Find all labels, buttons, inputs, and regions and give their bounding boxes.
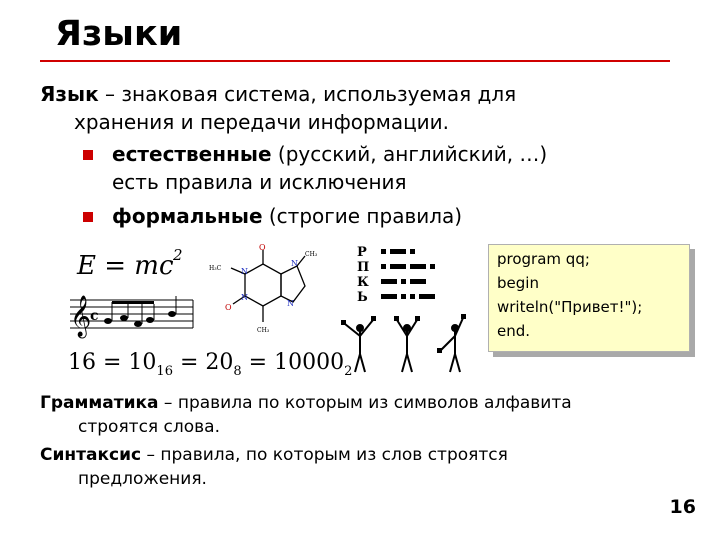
bullet-square-icon [83,212,93,222]
definition-text: – знаковая система, используемая для [98,82,517,106]
bullet-square-icon [83,150,93,160]
code-line: program qq; [497,250,590,268]
svg-text:c: c [90,308,99,324]
svg-text:CH₃: CH₃ [305,251,318,258]
bullet-formal-text: (строгие правила) [262,204,463,228]
morse-letter: П [357,260,370,275]
grammar-text: – правила по которым из символов алфавита [158,393,572,413]
formula-sub-3: 2 [344,364,353,379]
svg-text:O: O [259,243,266,252]
syntax-text: – правила, по которым из слов строятся [141,445,508,465]
slide-title: Языки [55,14,183,54]
number-systems-formula [68,345,353,379]
grammar-paragraph [40,391,690,439]
formula-sub-1: 16 [156,364,173,379]
svg-text:N: N [287,299,294,308]
definition-paragraph [40,80,680,136]
semaphore-figures-image [335,314,485,380]
svg-text:CH₃: CH₃ [257,327,270,334]
svg-text:16 = 1016 = 208 = 100002 [68,350,352,379]
formula-part-2: = 20 [172,350,234,375]
music-staff-image [68,290,198,340]
grammar-text-line2: строятся слова. [78,417,221,437]
code-line: end. [497,322,531,340]
syntax-text-line2: предложения. [78,469,207,489]
bullet-natural-term: естественные [112,142,272,166]
pascal-code-box [488,244,690,352]
morse-letter: Ь [357,290,368,305]
formula-sub-2: 8 [233,364,242,379]
syntax-term: Синтаксис [40,445,142,465]
formula-part-1: 16 = 10 [68,350,157,375]
definition-term: Язык [40,82,99,106]
svg-text:N: N [291,259,298,268]
bullet-natural-line2: есть правила и исключения [112,170,407,194]
morse-letter: К [357,275,369,290]
svg-text:N: N [241,267,248,276]
molecule-structure-image [205,244,320,339]
morse-code-image [355,244,450,306]
bullet-formal [112,202,462,230]
bullet-natural [112,140,547,168]
emc2-power: 2 [173,246,183,264]
treble-clef-icon: 𝄞 [70,296,92,337]
grammar-term: Грамматика [40,393,159,413]
page-number: 16 [669,496,696,518]
bullet-natural-text: (русский, английский, …) [271,142,548,166]
svg-text:O: O [225,303,232,312]
formula-part-3: = 10000 [241,350,345,375]
code-line: begin [497,274,539,292]
code-line: writeln("Привет!"); [497,298,643,316]
bullet-formal-term: формальные [112,204,263,228]
emc2-text: E = mc [77,251,174,281]
svg-text:H₃C: H₃C [209,265,222,272]
svg-text:N: N [241,293,248,302]
emc2-formula [75,244,205,284]
morse-letter: Р [357,245,367,260]
syntax-paragraph [40,443,690,491]
title-underline [40,60,670,62]
definition-text-line2: хранения и передачи информации. [74,110,450,134]
